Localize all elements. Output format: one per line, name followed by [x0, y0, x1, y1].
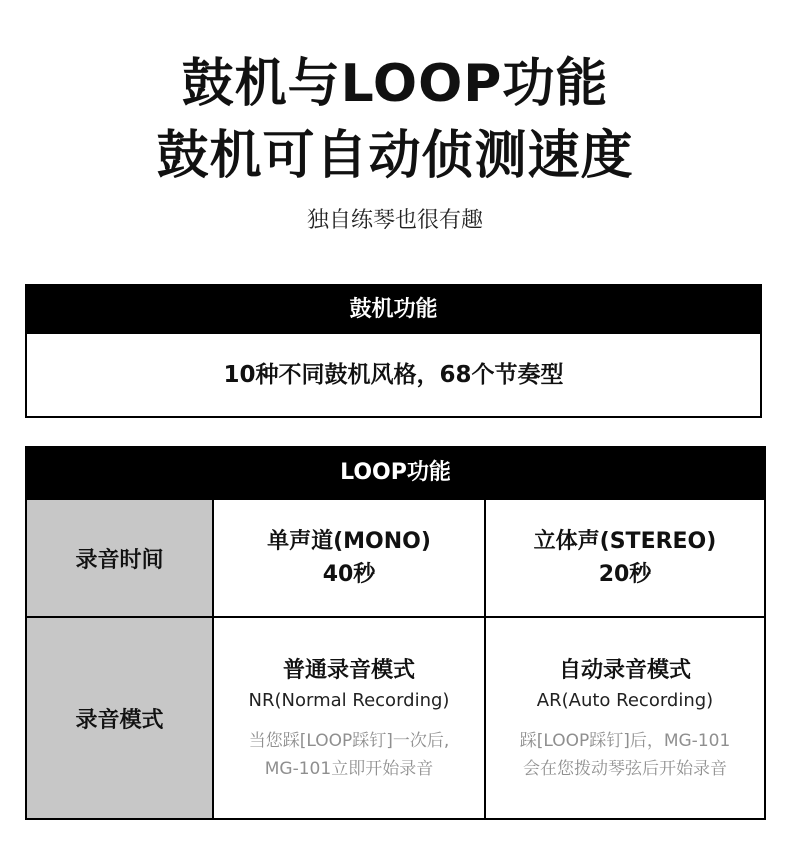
- auto-recording-title: 自动录音模式: [558, 657, 691, 683]
- stereo-time-value: 20秒: [598, 562, 652, 587]
- auto-recording-note-line-1: 踩[LOOP踩钉]后，MG-101: [519, 730, 731, 751]
- loop-function-table: [25, 446, 766, 820]
- drum-machine-description: 10种不同鼓机风格，68个节奏型: [223, 362, 564, 388]
- loop-table-grid: [27, 498, 764, 818]
- auto-recording-subtitle: AR(Auto Recording): [536, 689, 714, 711]
- page-title-line-2: 鼓机可自动侦测速度: [156, 126, 634, 186]
- normal-recording-note-line-2: MG-101立即开始录音: [264, 758, 434, 779]
- drum-machine-heading: 鼓机功能: [27, 286, 760, 334]
- normal-recording-title: 普通录音模式: [282, 657, 415, 683]
- loop-function-heading: LOOP功能: [27, 448, 764, 498]
- auto-recording-note-line-2: 会在您拨动琴弦后开始录音: [522, 758, 727, 779]
- row-label-recording-time: 录音时间: [27, 498, 212, 616]
- page-title-line-1: 鼓机与LOOP功能: [181, 54, 609, 114]
- normal-recording-cell: [212, 616, 484, 818]
- normal-recording-note: [249, 727, 450, 783]
- page-subtitle: 独自练琴也很有趣: [306, 208, 483, 233]
- mono-time-value: 40秒: [322, 562, 376, 587]
- mono-title: 单声道(MONO): [267, 529, 431, 554]
- auto-recording-note: [520, 727, 731, 783]
- stereo-title: 立体声(STEREO): [533, 529, 717, 554]
- recording-time-mono-cell: [212, 498, 484, 616]
- drum-machine-panel: [25, 284, 762, 418]
- auto-recording-cell: [484, 616, 764, 818]
- recording-time-stereo-cell: [484, 498, 764, 616]
- row-label-recording-mode: 录音模式: [27, 616, 212, 818]
- normal-recording-subtitle: NR(Normal Recording): [248, 689, 450, 711]
- normal-recording-note-line-1: 当您踩[LOOP踩钉]一次后,: [248, 730, 450, 751]
